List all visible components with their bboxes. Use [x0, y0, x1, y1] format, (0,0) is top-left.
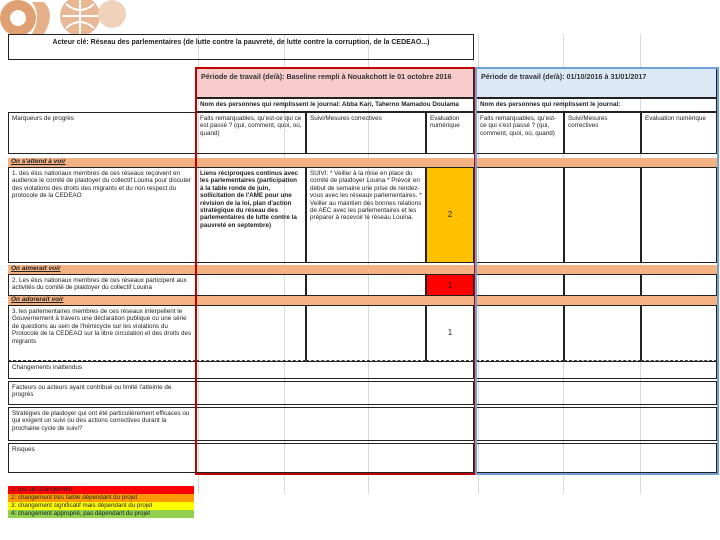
- sheet-title: Acteur clé: Réseau des parlementaires (de lutte contre la pauvreté, de lutte contre la corruption, de la CEDEAO...): [8, 34, 474, 60]
- followup-row-3-right: [564, 305, 641, 361]
- col-markers-header: Marqueurs de progrès: [8, 112, 196, 154]
- persons-right: Nom des personnes qui remplissent le journal:: [476, 98, 717, 112]
- marker-row-2: 2. Les élus nationaux membres de ces réseaux participent aux activités du comité de plaidoyer du collectif Louina: [8, 274, 196, 296]
- fact-row-2-right: [476, 274, 564, 296]
- risks-left: [196, 443, 474, 473]
- fact-row-3-right: [476, 305, 564, 361]
- followup-row-2-right: [564, 274, 641, 296]
- marker-row-1: 1. des élus nationaux membres de ces réseaux reçoivent en audience le comité de plaidoyer du collectif Louina pour discuter des violations des droits des migrants et du non respect du protocole de la CEDEAO: [8, 167, 196, 263]
- score-row-1: 2: [426, 167, 474, 263]
- eval-row-1-right: [641, 167, 717, 263]
- marker-row-3: 3. les parlementaires membres de ces réseaux interpellent le Gouvernement à travers une déclaration publique ou une série de questions au sein de l'hémicycle sur les violations du Protocole de la CEDEAO sur la libre circulation et des droits des migrants: [8, 305, 196, 361]
- persons-left: Nom des personnes qui remplissent le journal: Abba Kari, Taherno Mamadou Doulama: [196, 98, 474, 112]
- unexpected-changes-label: Changements inattendus: [8, 361, 196, 379]
- fact-row-3: [196, 305, 306, 361]
- score-row-3: 1: [426, 305, 474, 361]
- legend-item-1: 1: pas de changement: [8, 486, 194, 494]
- eval-row-3-right: [641, 305, 717, 361]
- strategies-right: [476, 407, 717, 441]
- col-eval-header-right: Evaluation numérique: [641, 112, 717, 154]
- legend-item-4: 4: changement approprié, pas dépendant du projet: [8, 510, 194, 518]
- factors-right: [476, 381, 717, 405]
- col-followup-header-right: Suivi/Mesures correctives: [564, 112, 641, 154]
- unexpected-changes-left: [196, 361, 474, 379]
- organization-logo: [0, 0, 130, 34]
- fact-row-1-right: [476, 167, 564, 263]
- followup-row-1: SUIVI: * Veiller à la mise en place du comité de plaidoyer Louina * Prévoir en début de semaine une prise de rendez-vous avec les réseaux parlementaires. * Veiller au maintien des bonnes relations de AEC avec les parlementaires et les préparer à recevoir le réseau Louina.: [306, 167, 426, 263]
- section-expect: On s'attend à voir: [8, 158, 717, 167]
- col-facts-header: Faits remarquables, qu'est-ce qui ce est passé ? (qui, comment, quoi, où, quand): [196, 112, 306, 154]
- factors-left: [196, 381, 474, 405]
- legend-item-3: 3: changement significatif mais dépendant du projet: [8, 502, 194, 510]
- followup-row-1-right: [564, 167, 641, 263]
- unexpected-changes-right: [476, 361, 717, 379]
- eval-row-2-right: [641, 274, 717, 296]
- period-left: Période de travail (de/à): Baseline rempli à Nouakchott le 01 octobre 2016: [196, 68, 474, 98]
- col-followup-header: Suivi/Mesures correctives: [306, 112, 426, 154]
- legend-item-2: 2: changement très faible dépendant du projet: [8, 494, 194, 502]
- factors-label: Facteurs ou acteurs ayant contribué ou limité l'atteinte de progrès: [8, 381, 196, 405]
- followup-row-2: [306, 274, 426, 296]
- risks-label: Risques: [8, 443, 196, 473]
- fact-row-2: [196, 274, 306, 296]
- period-right: Période de travail (de/à): 01/10/2016 à 31/01/2017: [476, 68, 717, 98]
- spreadsheet: [8, 34, 720, 534]
- followup-row-3: [306, 305, 426, 361]
- strategies-left: [196, 407, 474, 441]
- col-eval-header: Evaluation numérique: [426, 112, 474, 154]
- section-like: On aimerait voir: [8, 265, 717, 274]
- strategies-label: Stratégies de plaidoyer qui ont été particulièrement efficaces ou qui exigent un suivi ou des actions correctives durant la prochaine cycle de suivi?: [8, 407, 196, 441]
- risks-right: [476, 443, 717, 473]
- col-facts-header-right: Faits remarquables, qu'est-ce qui s'est passé ? (qui, comment, quoi, où, quand): [476, 112, 564, 154]
- section-love: On adorerait voir: [8, 296, 717, 305]
- fact-row-1: Liens réciproques continus avec les parlementaires (participation à la table ronde de juin, sollicitation de l'AME pour une révision de la loi, plan d'action stratégique du réseau des parlementaires de lutte contre la pauvreté en septembre): [196, 167, 306, 263]
- score-row-2: 1: [426, 274, 474, 296]
